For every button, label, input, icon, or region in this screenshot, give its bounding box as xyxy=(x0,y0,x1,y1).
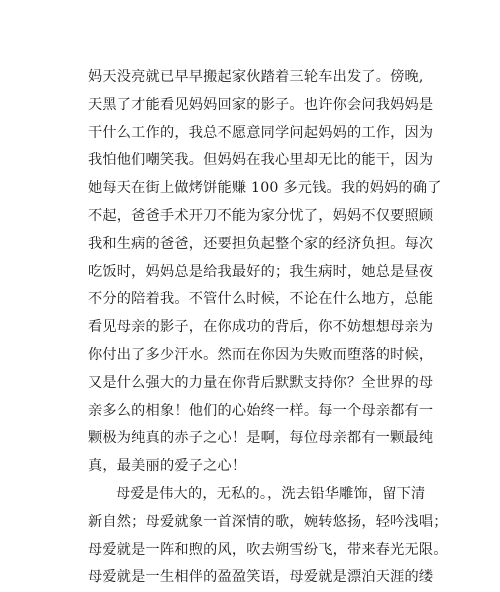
text-line: 真，最美丽的爱子之心！ xyxy=(88,458,247,475)
text-line: 母爱是伟大的，无私的。，洗去铅华雕饰，留下清 xyxy=(116,485,426,502)
document-body xyxy=(88,64,448,592)
text-line: 颗极为纯真的赤子之心！是啊，每位母亲都有一颗最纯 xyxy=(88,430,434,447)
text-line: 她每天在街上做烤饼能赚 100 多元钱。我的妈妈的确了 xyxy=(88,180,442,197)
text-line: 母爱就是一生相伴的盈盈笑语，母爱就是漂泊天涯的缕 xyxy=(88,569,434,586)
text-line: 我和生病的爸爸，还要担负起整个家的经济负担。每次 xyxy=(88,235,434,252)
text-line: 亲多么的相象！他们的心始终一样。每一个母亲都有一 xyxy=(88,402,434,419)
paragraph xyxy=(88,481,448,592)
text-line: 看见母亲的影子，在你成功的背后，你不妨想想母亲为 xyxy=(88,319,434,336)
text-line: 妈天没亮就已早早搬起家伙踏着三轮车出发了。傍晚, xyxy=(88,69,424,85)
text-line: 干什么工作的，我总不愿意同学问起妈妈的工作，因为 xyxy=(88,124,434,141)
text-line: 又是什么强大的力量在你背后默默支持你？全世界的母 xyxy=(88,374,434,391)
text-line: 天黑了才能看见妈妈回家的影子。也许你会问我妈妈是 xyxy=(88,96,434,113)
text-line: 不起，爸爸手术开刀不能为家分忧了，妈妈不仅要照顾 xyxy=(88,207,434,224)
text-line: 新自然；母爱就象一首深情的歌，婉转悠扬，轻吟浅唱； xyxy=(88,513,448,530)
text-line: 母爱就是一阵和煦的风，吹去朔雪纷飞，带来春光无限。 xyxy=(88,541,448,558)
text-line: 我怕他们嘲笑我。但妈妈在我心里却无比的能干，因为 xyxy=(88,152,434,169)
text-line: 吃饭时，妈妈总是给我最好的；我生病时，她总是昼夜 xyxy=(88,263,434,280)
paragraph xyxy=(88,64,442,481)
text-line: 不分的陪着我。不管什么时候，不论在什么地方，总能 xyxy=(88,291,434,308)
text-line: 你付出了多少汗水。然而在你因为失败而堕落的时候， xyxy=(88,346,434,363)
